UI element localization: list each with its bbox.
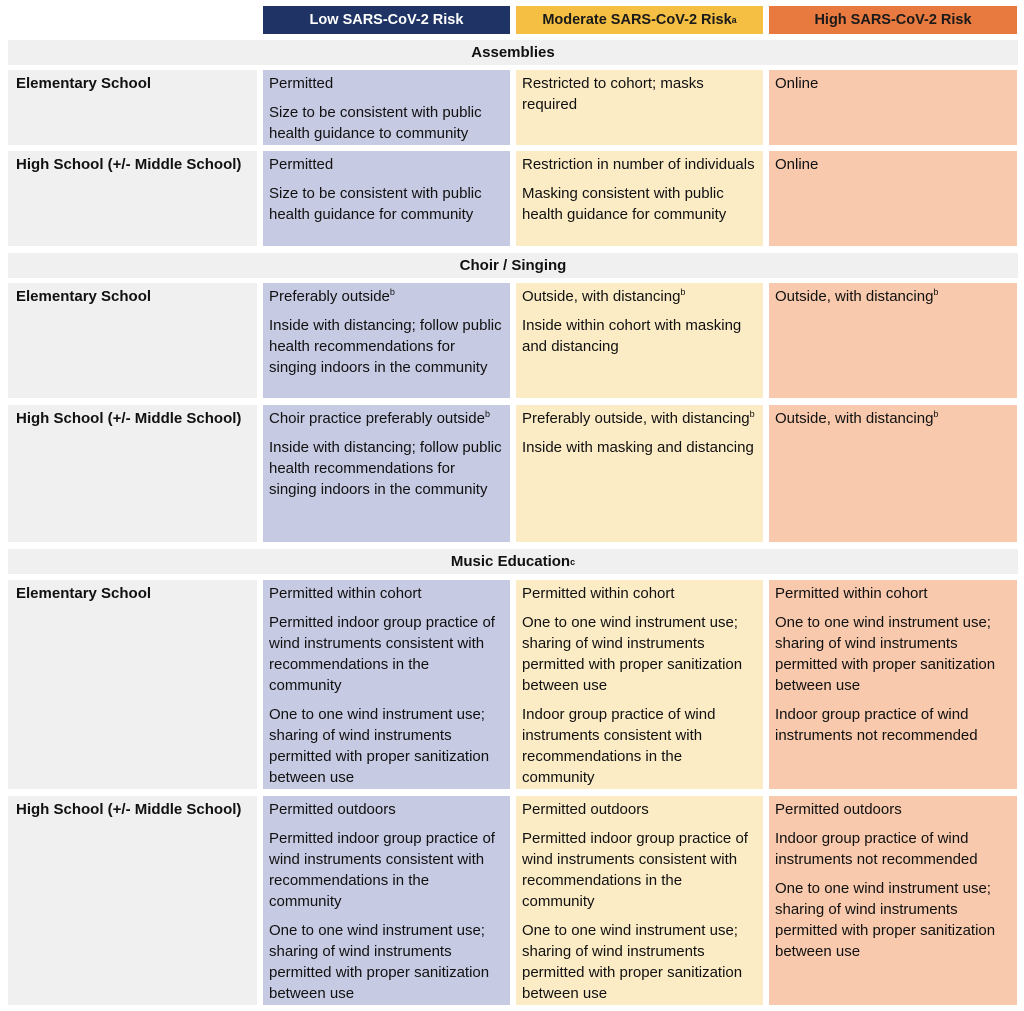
footnote-b: b xyxy=(484,409,490,419)
cell-choir-highschool-low: Choir practice preferably outside$^b$ Inside with distancing; follow public health recommendations for singing indoors in the community xyxy=(263,405,510,542)
section-header-choir-singing: Choir / Singing xyxy=(8,253,1018,278)
footnote-b: b xyxy=(749,409,755,419)
footnote-b: b xyxy=(933,409,939,419)
cell-music-elementary-high: Permitted within cohort One to one wind instrument use; sharing of wind instruments permitted with proper sanitization between use Indoor group practice of wind instruments not recommended xyxy=(769,580,1017,789)
cell-choir-elementary-low: Preferably outside$^b$ Inside with distancing; follow public health recommendations for singing indoors in the community xyxy=(263,283,510,398)
cell-assemblies-elementary-low: Permitted Size to be consistent with public health guidance to community xyxy=(263,70,510,145)
cell-assemblies-elementary-moderate: Restricted to cohort; masks required xyxy=(516,70,763,145)
row-label-music-elementary: Elementary School xyxy=(8,580,257,789)
cell-music-highschool-moderate: Permitted outdoors Permitted indoor group practice of wind instruments consistent with recommendations in the community One to one wind instrument use; sharing of wind instruments permitted with proper sanitization between use xyxy=(516,796,763,1005)
row-label-choir-elementary: Elementary School xyxy=(8,283,257,398)
footnote-b: b xyxy=(389,287,395,297)
cell-music-highschool-high: Permitted outdoors Indoor group practice of wind instruments not recommended One to one wind instrument use; sharing of wind instruments permitted with proper sanitization between use xyxy=(769,796,1017,1005)
cell-assemblies-highschool-high: Online xyxy=(769,151,1017,246)
row-label-music-highschool: High School (+/- Middle School) xyxy=(8,796,257,1005)
cell-choir-highschool-high: Outside, with distancing$^b$ xyxy=(769,405,1017,542)
cell-music-elementary-moderate: Permitted within cohort One to one wind instrument use; sharing of wind instruments permitted with proper sanitization between use Indoor group practice of wind instruments consistent with recommendations in the community xyxy=(516,580,763,789)
column-header-row xyxy=(0,6,1024,34)
section-header-music-education: Music Education c xyxy=(8,549,1018,574)
cell-choir-elementary-high: Outside, with distancing$^b$ xyxy=(769,283,1017,398)
cell-assemblies-highschool-moderate: Restriction in number of individuals Masking consistent with public health guidance for community xyxy=(516,151,763,246)
footnote-b: b xyxy=(933,287,939,297)
cell-assemblies-highschool-low: Permitted Size to be consistent with public health guidance for community xyxy=(263,151,510,246)
cell-choir-highschool-moderate: Preferably outside, with distancing$^b$ Inside with masking and distancing xyxy=(516,405,763,542)
row-label-assemblies-highschool: High School (+/- Middle School) xyxy=(8,151,257,246)
header-moderate-risk: Moderate SARS-CoV-2 Risk a xyxy=(516,6,763,34)
row-label-choir-highschool: High School (+/- Middle School) xyxy=(8,405,257,542)
header-low-risk: Low SARS-CoV-2 Risk xyxy=(263,6,510,34)
header-high-risk: High SARS-CoV-2 Risk xyxy=(769,6,1017,34)
footnote-b: b xyxy=(680,287,686,297)
cell-choir-elementary-moderate: Outside, with distancing$^b$ Inside within cohort with masking and distancing xyxy=(516,283,763,398)
cell-music-highschool-low: Permitted outdoors Permitted indoor group practice of wind instruments consistent with recommendations in the community One to one wind instrument use; sharing of wind instruments permitted with proper sanitization between use xyxy=(263,796,510,1005)
cell-assemblies-elementary-high: Online xyxy=(769,70,1017,145)
section-header-assemblies: Assemblies xyxy=(8,40,1018,65)
cell-music-elementary-low: Permitted within cohort Permitted indoor group practice of wind instruments consistent with recommendations in the community One to one wind instrument use; sharing of wind instruments permitted with proper sanitization between use xyxy=(263,580,510,789)
row-label-assemblies-elementary: Elementary School xyxy=(8,70,257,145)
